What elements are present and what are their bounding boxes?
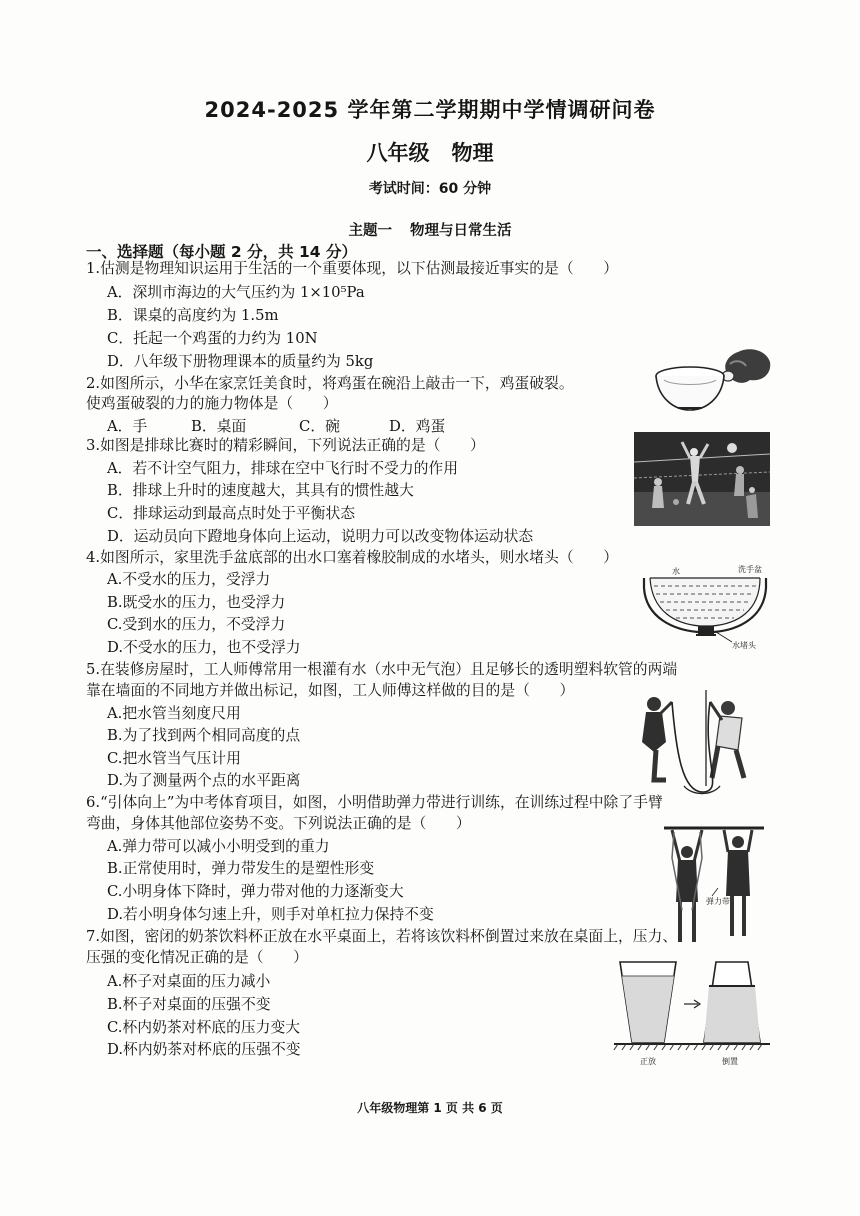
exam-time: 考试时间：60 分钟 [368,181,492,197]
option: B．课桌的高度约为 1.5m [107,307,279,324]
page-footer: 八年级物理第 1 页 共 6 页 [357,1101,503,1115]
figure-label-plug: 水堵头 [732,641,756,650]
option: B.既受水的压力，也受浮力 [107,594,286,611]
option: C．碗 [299,418,340,435]
page-title: 2024-2025 学年第二学期期中学情调研问卷 [204,98,656,122]
option: A．深圳市海边的大气压约为 1×10⁵Pa [107,284,365,301]
option: D.若小明身体匀速上升，则手对单杠拉力保持不变 [107,906,434,923]
question-stem: 弯曲，身体其他部位姿势不变。下列说法正确的是（ ） [86,815,471,832]
question-stem: 压强的变化情况正确的是（ ） [86,949,308,966]
theme-label: 主题一 [348,223,392,239]
figure-label-upright: 正放 [640,1057,656,1066]
option: D．鸡蛋 [389,418,446,435]
option: A.杯子对桌面的压力减小 [107,973,271,990]
option: C．排球运动到最高点时处于平衡状态 [107,505,356,522]
question-stem: 7.如图，密闭的奶茶饮料杯正放在水平桌面上，若将该饮料杯倒置过来放在桌面上，压力、 [86,928,678,945]
option: C.受到水的压力，不受浮力 [107,616,286,633]
option: C.把水管当气压计用 [107,750,241,767]
option: A．若不计空气阻力，排球在空中飞行时不受力的作用 [107,460,459,477]
option-row [107,417,445,437]
figure-label-water: 水 [672,567,680,576]
figure-label-basin: 洗手盆 [738,565,762,574]
option: B．桌面 [191,418,247,435]
option: D.杯内奶茶对杯底的压强不变 [107,1041,301,1058]
grade-label: 八年级 [366,141,430,165]
question-stem: 靠在墙面的不同地方并做出标记，如图，工人师傅这样做的目的是（ ） [86,682,575,699]
option: B.杯子对桌面的压强不变 [107,996,271,1013]
option: A.弹力带可以减小小明受到的重力 [107,838,330,855]
subject-label: 物理 [451,141,494,165]
theme-name: 物理与日常生活 [410,223,512,239]
question-stem: 1.估测是物理知识运用于生活的一个重要体现，以下估测最接近事实的是（ ） [86,260,619,277]
question-stem: 使鸡蛋破裂的力的施力物体是（ ） [86,395,338,412]
volleyball-photo [634,432,770,526]
option: B．排球上升时的速度越大，其具有的惯性越大 [107,482,414,499]
question-stem: 3.如图是排球比赛时的精彩瞬间，下列说法正确的是（ ） [86,437,485,454]
option: D．运动员向下蹬地身体向上运动，说明力可以改变物体运动状态 [107,528,534,545]
question-stem: 4.如图所示，家里洗手盆底部的出水口塞着橡胶制成的水堵头，则水堵头（ ） [86,549,619,566]
figure-label-band: 弹力带 [706,897,730,906]
option: C.小明身体下降时，弹力带对他的力逐渐变大 [107,883,404,900]
wash-basin-figure [640,562,772,654]
option: C．托起一个鸡蛋的力约为 10N [107,330,318,347]
option: D.不受水的压力，也不受浮力 [107,639,301,656]
pull-up-band-figure [662,818,766,952]
option: D．八年级下册物理课本的质量约为 5kg [107,353,374,370]
egg-bowl-figure [650,346,772,418]
theme-heading [0,219,860,240]
option: A.不受水的压力，受浮力 [107,571,271,588]
option: C.杯内奶茶对杯底的压力变大 [107,1019,301,1036]
section-heading: 一、选择题（每小题 2 分，共 14 分） [86,243,357,261]
option: D.为了测量两个点的水平距离 [107,772,301,789]
option: A．手 [107,418,148,435]
option: B.正常使用时，弹力带发生的是塑性形变 [107,860,375,877]
question-stem: 2.如图所示，小华在家烹饪美食时，将鸡蛋在碗沿上敲击一下，鸡蛋破裂。 [86,375,574,392]
option: B.为了找到两个相同高度的点 [107,727,301,744]
milk-tea-cup-figure [612,958,772,1070]
question-stem: 6.“引体向上”为中考体育项目，如图，小明借助弹力带进行训练，在训练过程中除了手臂 [86,794,663,811]
water-level-tube-figure [632,690,760,802]
grade-subject [0,137,860,167]
figure-label-inverted: 倒置 [722,1057,738,1066]
option: A.把水管当刻度尺用 [107,705,241,722]
question-stem: 5.在装修房屋时，工人师傅常用一根灌有水（水中无气泡）且足够长的透明塑料软管的两端 [86,661,678,678]
